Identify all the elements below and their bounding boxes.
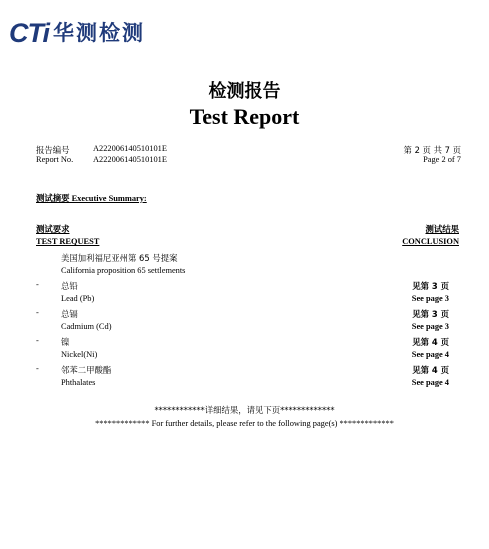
report-no-label-en: Report No. <box>36 155 74 164</box>
page-title-cn: 检测报告 <box>208 81 281 102</box>
page-number-en: Page 2 of 7 <box>423 155 461 164</box>
item-name-cn: 总镉 <box>61 309 78 319</box>
test-request-header-cn: 测试要求 <box>36 224 70 234</box>
page-number-cn: 第 2 页 共 7 页 <box>403 145 461 155</box>
list-item-dash: - <box>36 364 39 373</box>
footer-note-cn: ************详细结果，请见下页************* <box>154 405 335 415</box>
list-item-dash: - <box>36 280 39 289</box>
item-name-cn: 邻苯二甲酸酯 <box>61 365 112 375</box>
item-result-en: See page 4 <box>411 350 449 359</box>
item-name-en: Phthalates <box>61 378 96 387</box>
report-no-value: A222006140510101E <box>93 144 167 153</box>
executive-summary-heading: 测试摘要 Executive Summary: <box>36 194 147 203</box>
item-name-cn: 镍 <box>61 337 70 347</box>
footer-note-en: ************* For further details, please refer to the following page(s) ************* <box>95 419 394 428</box>
report-no-value-en: A222006140510101E <box>93 155 167 164</box>
test-request-header-en: TEST REQUEST <box>36 237 100 246</box>
item-name-cn: 总铅 <box>61 281 78 291</box>
item-result-cn: 见第 3 页 <box>412 281 449 291</box>
item-name-en: Cadmium (Cd) <box>61 322 112 331</box>
request-intro-en: California proposition 65 settlements <box>61 266 186 275</box>
page-title-en: Test Report <box>189 104 300 129</box>
logo-brand: CTi <box>9 18 50 48</box>
logo-name-cn: 华测检测 <box>53 21 146 45</box>
item-result-cn: 见第 3 页 <box>412 309 449 319</box>
item-result-en: See page 3 <box>411 294 449 303</box>
conclusion-header-en: CONCLUSION <box>402 237 459 246</box>
item-result-en: See page 4 <box>411 378 449 387</box>
list-item-dash: - <box>36 308 39 317</box>
item-name-en: Lead (Pb) <box>61 294 95 303</box>
list-item-dash: - <box>36 336 39 345</box>
request-intro-cn: 美国加利福尼亚州第 65 号提案 <box>61 253 178 263</box>
item-result-en: See page 3 <box>411 322 449 331</box>
item-result-cn: 见第 4 页 <box>412 365 449 375</box>
conclusion-header-cn: 测试结果 <box>425 224 459 234</box>
report-no-label-cn: 报告编号 <box>36 145 70 155</box>
company-logo <box>9 20 145 47</box>
item-name-en: Nickel(Ni) <box>61 350 98 359</box>
item-result-cn: 见第 4 页 <box>412 337 449 347</box>
